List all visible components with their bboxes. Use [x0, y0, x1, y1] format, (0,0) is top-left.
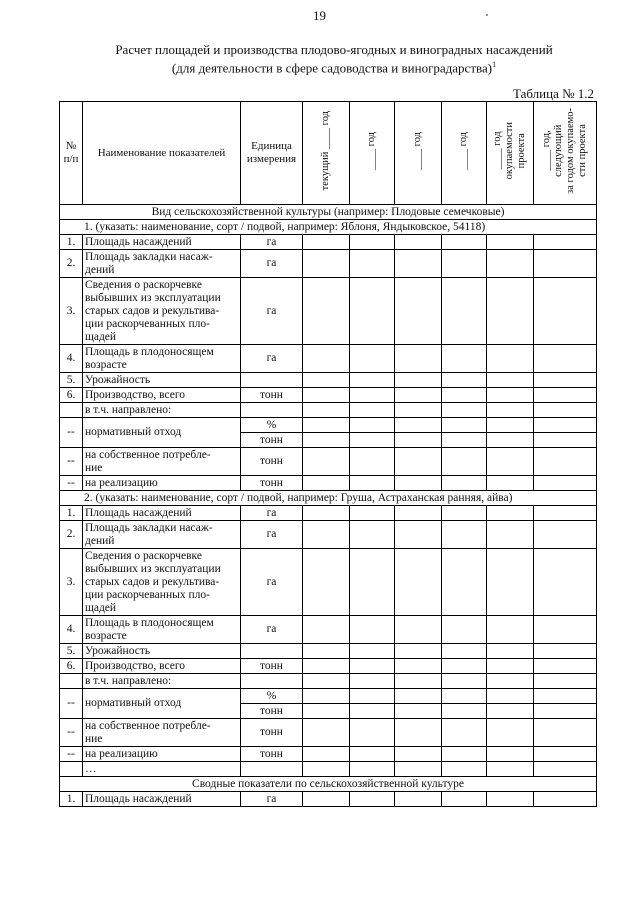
row-num: 3.: [60, 278, 83, 345]
table-number: Таблица № 1.2: [512, 86, 594, 101]
header-row: [60, 102, 597, 205]
year-value-cell[interactable]: [534, 506, 597, 521]
table-row: [60, 689, 597, 704]
year-value-cell[interactable]: [395, 345, 442, 373]
row-name: Площадь насаждений: [83, 506, 241, 521]
document-title: [60, 42, 608, 75]
table-row: [60, 659, 597, 674]
year-value-cell[interactable]: [395, 762, 442, 777]
year-value-cell[interactable]: [395, 506, 442, 521]
row-num: 1.: [60, 506, 83, 521]
title-footnote-mark: 1: [492, 60, 497, 69]
header-year-label: ____ год окупаемости проекта: [492, 122, 527, 180]
year-value-cell[interactable]: [303, 659, 350, 674]
year-value-cell[interactable]: [487, 373, 534, 388]
row-name: Площадь насаждений: [83, 792, 241, 807]
table-row: [60, 418, 597, 433]
year-value-cell[interactable]: [395, 250, 442, 278]
year-value-cell[interactable]: [303, 476, 350, 491]
header-year-label: ____ год: [412, 132, 423, 170]
row-name: Площадь в плодоносящем возрасте: [83, 345, 241, 373]
table-row: [60, 506, 597, 521]
year-value-cell[interactable]: [350, 674, 395, 689]
subsection-title-row: [60, 220, 597, 235]
year-value-cell[interactable]: [350, 719, 395, 747]
year-value-cell[interactable]: [487, 278, 534, 345]
header-year-3: [395, 102, 442, 205]
row-unit: %: [241, 689, 303, 704]
year-value-cell[interactable]: [487, 689, 534, 704]
table-row: [60, 235, 597, 250]
year-value-cell[interactable]: [395, 433, 442, 448]
year-value-cell[interactable]: [534, 278, 597, 345]
table-row: [60, 549, 597, 616]
year-value-cell[interactable]: [534, 388, 597, 403]
year-value-cell[interactable]: [303, 704, 350, 719]
year-value-cell[interactable]: [303, 345, 350, 373]
year-value-cell[interactable]: [350, 388, 395, 403]
row-name: Площадь закладки насаж- дений: [83, 521, 241, 549]
header-year-5: [487, 102, 534, 205]
year-value-cell[interactable]: [534, 433, 597, 448]
year-value-cell[interactable]: [442, 549, 487, 616]
year-value-cell[interactable]: [442, 762, 487, 777]
year-value-cell[interactable]: [487, 345, 534, 373]
year-value-cell[interactable]: [350, 659, 395, 674]
table-row: [60, 719, 597, 747]
row-name: в т.ч. направлено:: [83, 403, 241, 418]
header-num: № п/п: [60, 102, 83, 205]
year-value-cell[interactable]: [350, 762, 395, 777]
year-value-cell[interactable]: [442, 345, 487, 373]
table-row: [60, 476, 597, 491]
header-year-6: [534, 102, 597, 205]
year-value-cell[interactable]: [303, 403, 350, 418]
row-num: 6.: [60, 388, 83, 403]
year-value-cell[interactable]: [395, 674, 442, 689]
row-unit: тонн: [241, 719, 303, 747]
table-row: [60, 388, 597, 403]
year-value-cell[interactable]: [534, 616, 597, 644]
summary-title-row: [60, 777, 597, 792]
year-value-cell[interactable]: [350, 549, 395, 616]
year-value-cell[interactable]: [487, 549, 534, 616]
year-value-cell[interactable]: [303, 719, 350, 747]
year-value-cell[interactable]: [442, 747, 487, 762]
summary-title-row-cell: Сводные показатели по сельскохозяйственной культуре: [60, 777, 597, 792]
row-name: на реализацию: [83, 476, 241, 491]
year-value-cell[interactable]: [534, 762, 597, 777]
header-year-4: [442, 102, 487, 205]
year-value-cell[interactable]: [350, 704, 395, 719]
row-unit: тонн: [241, 747, 303, 762]
row-num: --: [60, 689, 83, 719]
row-unit: га: [241, 345, 303, 373]
year-value-cell[interactable]: [534, 704, 597, 719]
table-row: [60, 644, 597, 659]
year-value-cell[interactable]: [442, 674, 487, 689]
row-unit: [241, 674, 303, 689]
row-num: [60, 674, 83, 689]
year-value-cell[interactable]: [303, 674, 350, 689]
row-name: Производство, всего: [83, 659, 241, 674]
title-line-2-text: (для деятельности в сфере садоводства и виноградарства): [171, 60, 493, 76]
year-value-cell[interactable]: [395, 448, 442, 476]
year-value-cell[interactable]: [303, 433, 350, 448]
table-row: [60, 792, 597, 807]
row-unit: [241, 762, 303, 777]
year-value-cell[interactable]: [534, 418, 597, 433]
row-unit: га: [241, 616, 303, 644]
row-num: 1.: [60, 792, 83, 807]
year-value-cell[interactable]: [303, 747, 350, 762]
year-value-cell[interactable]: [350, 476, 395, 491]
row-unit: га: [241, 792, 303, 807]
year-value-cell[interactable]: [534, 235, 597, 250]
header-year-label: ____ год: [366, 132, 377, 170]
year-value-cell[interactable]: [350, 689, 395, 704]
year-value-cell[interactable]: [487, 433, 534, 448]
year-value-cell[interactable]: [350, 403, 395, 418]
year-value-cell[interactable]: [350, 506, 395, 521]
title-line-1: Расчет площадей и производства плодово-ягодных и виноградных насаждений: [115, 42, 553, 57]
year-value-cell[interactable]: [303, 792, 350, 807]
year-value-cell[interactable]: [534, 476, 597, 491]
year-value-cell[interactable]: [303, 762, 350, 777]
year-value-cell[interactable]: [442, 235, 487, 250]
year-value-cell[interactable]: [487, 388, 534, 403]
table-row: [60, 616, 597, 644]
year-value-cell[interactable]: [442, 403, 487, 418]
year-value-cell[interactable]: [395, 659, 442, 674]
row-name: Площадь насаждений: [83, 235, 241, 250]
table-row: [60, 403, 597, 418]
row-num: 6.: [60, 659, 83, 674]
year-value-cell[interactable]: [534, 747, 597, 762]
row-unit: га: [241, 235, 303, 250]
year-value-cell[interactable]: [395, 278, 442, 345]
year-value-cell[interactable]: [350, 792, 395, 807]
row-name: на собственное потребле- ние: [83, 448, 241, 476]
year-value-cell[interactable]: [487, 521, 534, 549]
year-value-cell[interactable]: [487, 719, 534, 747]
row-name: Сведения о раскорчевке выбывших из эксплуатации старых садов и рекультива- ции раскорчеванных пло- щадей: [83, 278, 241, 345]
row-num: 4.: [60, 345, 83, 373]
table-row: [60, 674, 597, 689]
scan-dot: [486, 14, 488, 16]
header-unit: Единица измерения: [241, 102, 303, 205]
row-num: 5.: [60, 373, 83, 388]
year-value-cell[interactable]: [534, 345, 597, 373]
year-value-cell[interactable]: [350, 250, 395, 278]
year-value-cell[interactable]: [303, 506, 350, 521]
year-value-cell[interactable]: [395, 747, 442, 762]
year-value-cell[interactable]: [303, 689, 350, 704]
year-value-cell[interactable]: [534, 792, 597, 807]
row-num: [60, 403, 83, 418]
year-value-cell[interactable]: [395, 388, 442, 403]
year-value-cell[interactable]: [395, 373, 442, 388]
subsection-title-row-cell: 1. (указать: наименование, сорт / подвой, например: Яблоня, Яндыковское, 54118): [60, 220, 597, 235]
row-name: Урожайность: [83, 373, 241, 388]
year-value-cell[interactable]: [350, 278, 395, 345]
row-unit: [241, 644, 303, 659]
year-value-cell[interactable]: [487, 674, 534, 689]
table-row: [60, 345, 597, 373]
header-name: Наименование показателей: [83, 102, 241, 205]
year-value-cell[interactable]: [303, 278, 350, 345]
year-value-cell[interactable]: [487, 506, 534, 521]
table-row: [60, 448, 597, 476]
row-unit: тонн: [241, 704, 303, 719]
year-value-cell[interactable]: [487, 235, 534, 250]
row-name: Урожайность: [83, 644, 241, 659]
year-value-cell[interactable]: [534, 659, 597, 674]
year-value-cell[interactable]: [442, 433, 487, 448]
year-value-cell[interactable]: [303, 616, 350, 644]
table-row: [60, 373, 597, 388]
table-body: [60, 102, 597, 807]
year-value-cell[interactable]: [350, 521, 395, 549]
header-year-label: ____ год: [458, 132, 469, 170]
table-row: [60, 521, 597, 549]
row-num: --: [60, 448, 83, 476]
year-value-cell[interactable]: [534, 644, 597, 659]
year-value-cell[interactable]: [395, 719, 442, 747]
year-value-cell[interactable]: [534, 448, 597, 476]
year-value-cell[interactable]: [303, 448, 350, 476]
row-unit: га: [241, 250, 303, 278]
row-name: на собственное потребле- ние: [83, 719, 241, 747]
page-number: 19: [313, 8, 326, 23]
table-row: [60, 250, 597, 278]
row-unit: %: [241, 418, 303, 433]
year-value-cell[interactable]: [303, 250, 350, 278]
year-value-cell[interactable]: [395, 616, 442, 644]
year-value-cell[interactable]: [487, 704, 534, 719]
year-value-cell[interactable]: [350, 418, 395, 433]
row-num: 1.: [60, 235, 83, 250]
row-num: 2.: [60, 250, 83, 278]
year-value-cell[interactable]: [442, 506, 487, 521]
year-value-cell[interactable]: [395, 689, 442, 704]
row-num: --: [60, 719, 83, 747]
header-year-label: текущий ____ год: [320, 111, 331, 191]
year-value-cell[interactable]: [395, 476, 442, 491]
year-value-cell[interactable]: [487, 659, 534, 674]
year-value-cell[interactable]: [487, 448, 534, 476]
subsection-title-row-cell: 2. (указать: наименование, сорт / подвой, например: Груша, Астраханская ранняя, айва): [60, 491, 597, 506]
year-value-cell[interactable]: [534, 689, 597, 704]
year-value-cell[interactable]: [534, 719, 597, 747]
year-value-cell[interactable]: [487, 403, 534, 418]
row-unit: тонн: [241, 433, 303, 448]
year-value-cell[interactable]: [395, 235, 442, 250]
year-value-cell[interactable]: [487, 250, 534, 278]
row-unit: тонн: [241, 448, 303, 476]
row-unit: тонн: [241, 476, 303, 491]
year-value-cell[interactable]: [395, 521, 442, 549]
row-num: --: [60, 476, 83, 491]
year-value-cell[interactable]: [303, 549, 350, 616]
year-value-cell[interactable]: [395, 418, 442, 433]
row-unit: [241, 403, 303, 418]
row-unit: га: [241, 521, 303, 549]
year-value-cell[interactable]: [442, 250, 487, 278]
row-unit: тонн: [241, 659, 303, 674]
year-value-cell[interactable]: [442, 448, 487, 476]
row-unit: га: [241, 506, 303, 521]
row-num: --: [60, 418, 83, 448]
table-row: [60, 747, 597, 762]
row-num: 5.: [60, 644, 83, 659]
year-value-cell[interactable]: [487, 762, 534, 777]
year-value-cell[interactable]: [442, 373, 487, 388]
year-value-cell[interactable]: [303, 388, 350, 403]
subsection-title-row: [60, 491, 597, 506]
year-value-cell[interactable]: [534, 674, 597, 689]
row-name: Производство, всего: [83, 388, 241, 403]
year-value-cell[interactable]: [303, 235, 350, 250]
row-unit: га: [241, 549, 303, 616]
row-num: 2.: [60, 521, 83, 549]
header-year-2: [350, 102, 395, 205]
year-value-cell[interactable]: [534, 549, 597, 616]
year-value-cell[interactable]: [487, 747, 534, 762]
year-value-cell[interactable]: [303, 418, 350, 433]
year-value-cell[interactable]: [534, 521, 597, 549]
row-num: --: [60, 747, 83, 762]
year-value-cell[interactable]: [442, 418, 487, 433]
row-num: [60, 762, 83, 777]
year-value-cell[interactable]: [442, 792, 487, 807]
year-value-cell[interactable]: [487, 616, 534, 644]
table-row: [60, 278, 597, 345]
row-unit: га: [241, 278, 303, 345]
year-value-cell[interactable]: [442, 704, 487, 719]
year-value-cell[interactable]: [395, 792, 442, 807]
row-name: Сведения о раскорчевке выбывших из эксплуатации старых садов и рекультива- ции раскорчеванных пло- щадей: [83, 549, 241, 616]
year-value-cell[interactable]: [350, 616, 395, 644]
row-name: Площадь закладки насаж- дений: [83, 250, 241, 278]
year-value-cell[interactable]: [487, 792, 534, 807]
row-num: 3.: [60, 549, 83, 616]
year-value-cell[interactable]: [487, 418, 534, 433]
calculation-table: [59, 101, 597, 807]
row-name: на реализацию: [83, 747, 241, 762]
year-value-cell[interactable]: [442, 616, 487, 644]
year-value-cell[interactable]: [350, 448, 395, 476]
year-value-cell[interactable]: [303, 644, 350, 659]
year-value-cell[interactable]: [303, 521, 350, 549]
section-title-row-cell: Вид сельскохозяйственной культуры (например: Плодовые семечковые): [60, 205, 597, 220]
year-value-cell[interactable]: [350, 433, 395, 448]
year-value-cell[interactable]: [487, 644, 534, 659]
year-value-cell[interactable]: [350, 373, 395, 388]
row-name: в т.ч. направлено:: [83, 674, 241, 689]
year-value-cell[interactable]: [442, 659, 487, 674]
year-value-cell[interactable]: [395, 644, 442, 659]
year-value-cell[interactable]: [442, 719, 487, 747]
year-value-cell[interactable]: [303, 373, 350, 388]
row-name: нормативный отход: [83, 418, 241, 448]
header-year-1: [303, 102, 350, 205]
title-line-2: [60, 57, 608, 75]
year-value-cell[interactable]: [442, 388, 487, 403]
ellipsis-row: [60, 762, 597, 777]
year-value-cell[interactable]: [395, 549, 442, 616]
row-name: нормативный отход: [83, 689, 241, 719]
header-year-label: ____ год, следующий за годом окупаемо- сти проекта: [541, 108, 588, 194]
year-value-cell[interactable]: [350, 644, 395, 659]
year-value-cell[interactable]: [350, 747, 395, 762]
year-value-cell[interactable]: [350, 345, 395, 373]
row-unit: [241, 373, 303, 388]
year-value-cell[interactable]: [534, 250, 597, 278]
year-value-cell[interactable]: [442, 689, 487, 704]
year-value-cell[interactable]: [534, 373, 597, 388]
year-value-cell[interactable]: [442, 476, 487, 491]
year-value-cell[interactable]: [395, 704, 442, 719]
year-value-cell[interactable]: [534, 403, 597, 418]
year-value-cell[interactable]: [442, 278, 487, 345]
row-name: Площадь в плодоносящем возрасте: [83, 616, 241, 644]
ellipsis-cell: …: [83, 762, 241, 777]
row-unit: тонн: [241, 388, 303, 403]
year-value-cell[interactable]: [350, 235, 395, 250]
section-title-row: [60, 205, 597, 220]
row-num: 4.: [60, 616, 83, 644]
year-value-cell[interactable]: [487, 476, 534, 491]
year-value-cell[interactable]: [442, 644, 487, 659]
year-value-cell[interactable]: [395, 403, 442, 418]
year-value-cell[interactable]: [442, 521, 487, 549]
